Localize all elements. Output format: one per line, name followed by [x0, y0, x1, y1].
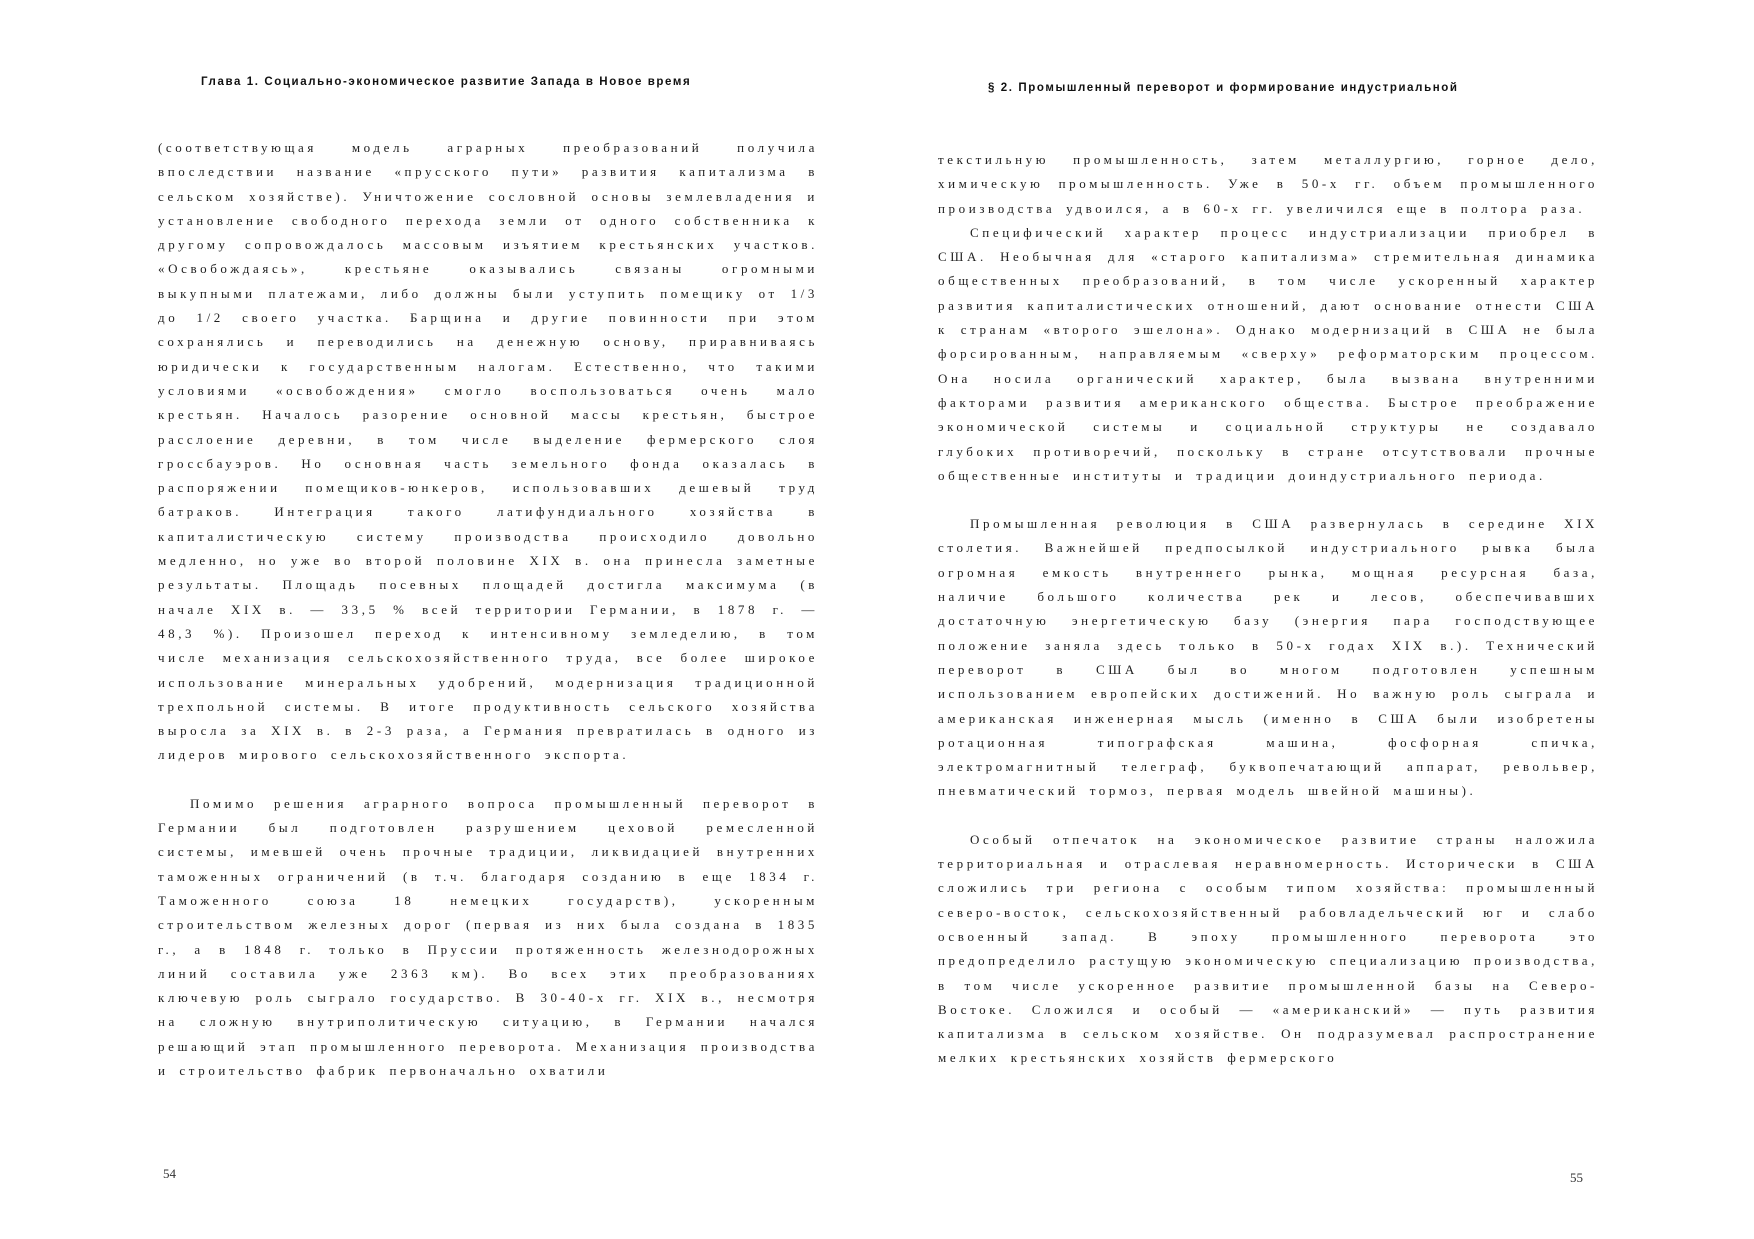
right-running-head: § 2. Промышленный переворот и формирование индустриальной — [988, 82, 1459, 94]
paragraph: Особый отпечаток на экономическое развитие страны наложила территориальная и отраслевая неравномерность. Исторически в США сложились три региона с особым типом хозяйства: промышленный северо-восток, сельскохозяйственный рабовладельческий юг и слабо освоенный запад. В эпоху промышленного переворота это предопределило растущую экономическую специализацию производства, в том числе ускоренное развитие промышленной базы на Северо-Востоке. Сложился и особый — «американский» — путь развития капитализма в сельском хозяйстве. Он подразумевал распространение мелких крестьянских хозяйств фермерского — [938, 831, 1598, 1066]
paragraph: Специфический характер процесс индустриализации приобрел в США. Необычная для «старого капитализма» стремительная динамика общественных преобразований, в том числе ускоренный характер развития капиталистических отношений, дают основание отнести США к странам «второго эшелона». Однако модернизаций в США не была форсированным, направляемым «сверху» реформаторским процессом. Она носила органический характер, была вызвана внутренними факторами развития американского общества. Быстрое преображение экономической системы и социальной структуры не создавало глубоких противоречий, поскольку в стране отсутствовали прочные общественные институты и традиции доиндустриального периода. — [938, 224, 1598, 483]
page-number: 55 — [1570, 1170, 1583, 1185]
left-running-head: Глава 1. Социально-экономическое развитие Запада в Новое время — [201, 76, 692, 88]
paragraph: (соответствующая модель аграрных преобразований получила впоследствии название «прусского пути» развития капитализма в сельском хозяйстве). Уничтожение сословной основы землевладения и установление свободного перехода земли от одного собственника к другому сопровождалось массовым изъятием крестьянских участков. «Освобождаясь», крестьяне оказывались связаны огромными выкупными платежами, либо должны были уступить помещику от 1/3 до 1/2 своего участка. Барщина и другие повинности при этом сохранялись и переводились на денежную основу, приравниваясь юридически к государственным налогам. Естественно, что такими условиями «освобождения» смогло воспользоваться очень мало крестьян. Началось разорение основной массы крестьян, быстрое расслоение деревни, в том числе выделение фермерского слоя гроссбауэров. Но основная часть земельного фонда оказалась в распоряжении помещиков-юнкеров, использовавших дешевый труд батраков. Интеграция такого латифундиального хозяйства в капиталистическую систему производства происходило довольно медленно, но уже во второй половине XIX в. она принесла заметные результаты. Площадь посевных площадей достигла максимума (в начале XIX в. — 33,5 % всей территории Германии, в 1878 г. — 48,3 %). Произошел переход к интенсивному земледелию, в том числе механизация сельскохозяйственного труда, все более широкое использование минеральных удобрений, модернизация традиционной трехпольной системы. В итоге продуктивность сельского хозяйства выросла за XIX в. в 2-3 раза, а Германия превратилась в одного из лидеров мирового сельскохозяйственного экспорта. — [158, 140, 818, 763]
paragraph: текстильную промышленность, затем металлургию, горное дело, химическую промышленность. Уже в 50-х гг. объем промышленного производства удвоился, а в 60-х гг. увеличился еще в полтора раза. — [938, 152, 1598, 216]
right-body-text — [938, 148, 1598, 1071]
paragraph: Помимо решения аграрного вопроса промышленный переворот в Германии был подготовлен разрушением цеховой ремесленной системы, имевшей очень прочные традиции, ликвидацией внутренних таможенных ограничений (в т.ч. благодаря созданию в еще 1834 г. Таможенного союза 18 немецких государств), ускоренным строительством железных дорог (первая из них была создана в 1835 г., а в 1848 г. только в Пруссии протяженность железнодорожных линий составила уже 2363 км). Во всех этих преобразованиях ключевую роль сыграло государство. В 30-40-х гг. XIX в., несмотря на сложную внутриполитическую ситуацию, в Германии начался решающий этап промышленного переворота. Механизация производства и строительство фабрик первоначально охватили — [158, 795, 818, 1078]
left-body-text — [158, 136, 818, 1083]
right-page — [877, 0, 1754, 1239]
page-number: 54 — [163, 1166, 176, 1181]
paragraph: Промышленная революция в США развернулась в середине XIX столетия. Важнейшей предпосылкой индустриального рывка была огромная емкость внутреннего рынка, мощная ресурсная база, наличие большого количества рек и лесов, обеспечивавших достаточную энергетическую базу (энергия пара господствующее положение заняла здесь только в 50-х годах XIX в.). Технический переворот в США был во многом подготовлен успешным использованием европейских достижений. Но важную роль сыграла и американская инженерная мысль (именно в США были изобретены ротационная типографская машина, фосфорная спичка, электромагнитный телеграф, буквопечатающий аппарат, револьвер, пневматический тормоз, первая модель швейной машины). — [938, 516, 1598, 799]
